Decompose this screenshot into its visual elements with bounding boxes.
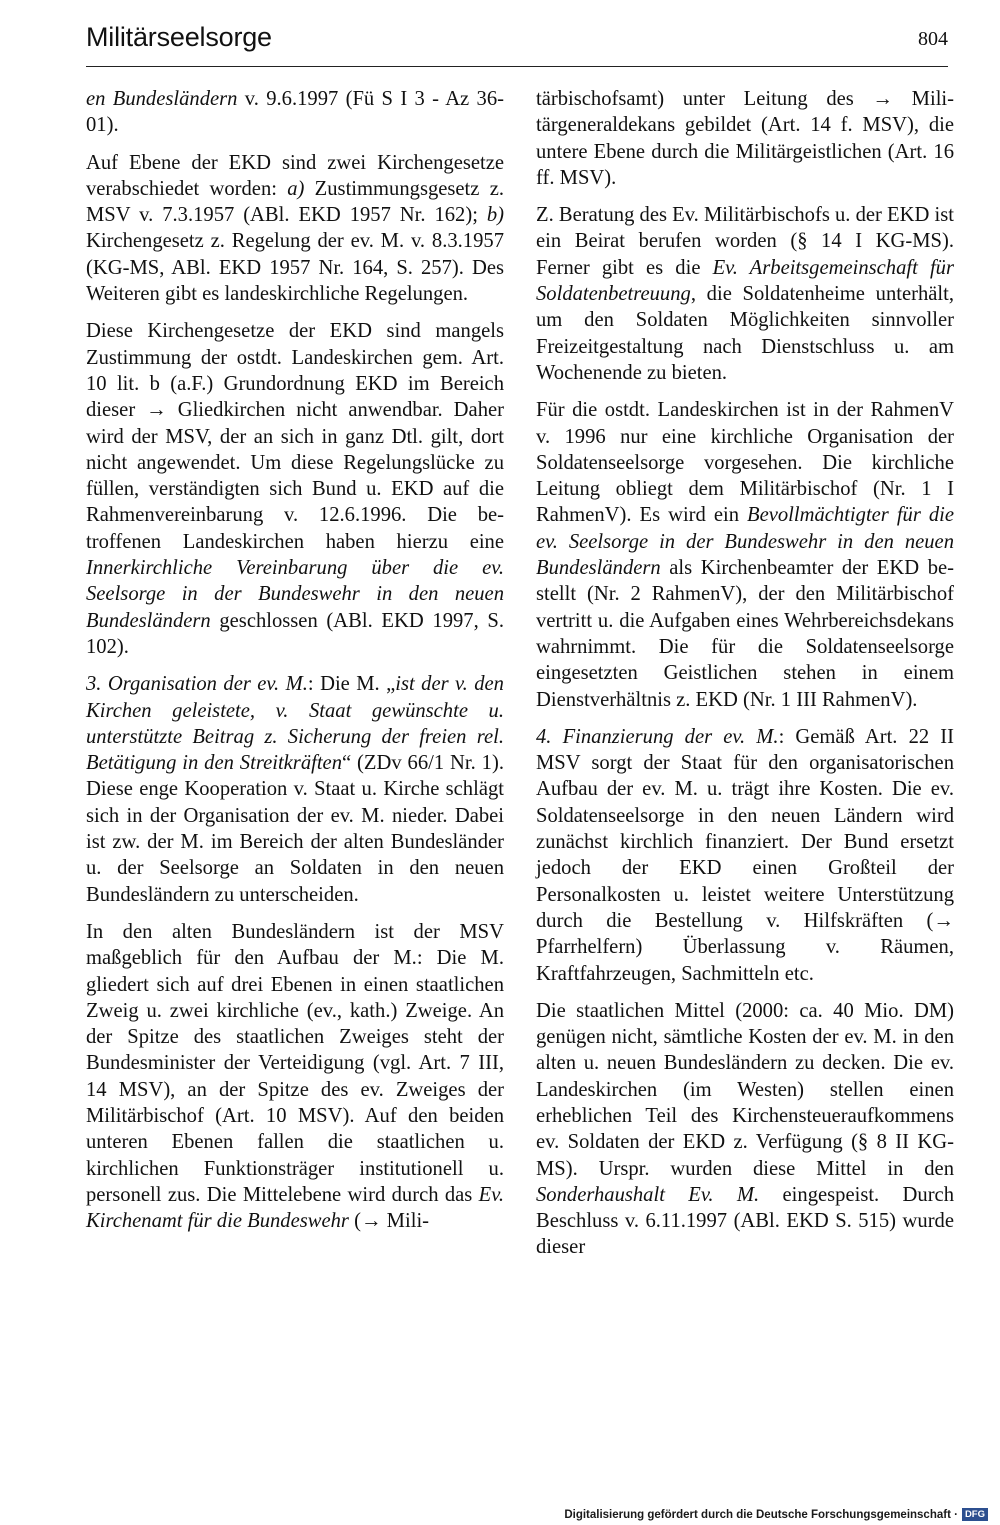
- text: Die staatlichen Mittel (2000: ca. 40 Mio. DM) genügen nicht, sämtliche Kosten der ev. M. in den alten u. neuen Bundesländern zu decken. Die ev. Landeskirchen (im Westen) stellen einen erheblichen Teil des Kirchensteueraufkommens ev. Soldaten der EKD z. Verfügung (§ 8 II KG-MS). Urspr. wurden diese Mittel in den: [536, 999, 954, 1180]
- italic-text: b): [486, 204, 504, 227]
- italic-text: en Bundesländern: [86, 88, 238, 110]
- text: Für die ostdt. Landeskirchen ist in der RahmenV v. 1996 nur eine kirchliche Organisation der Soldatenseelsorge vorgesehen. Die kirchliche Leitung obliegt dem Militärbischof (Nr. 1 I RahmenV). Es wird ein: [536, 399, 954, 527]
- text: Diese Kirchengesetze der EKD sind mangels Zustimmung der ostdt. Landeskirchen gem. Art. 10 lit. b (a.F.) Grundordnung EKD im Bereich dieser → Gliedkirchen nicht anwendbar. Daher wird der MSV, der an sich in ganz Dtl. gilt, dort nicht angewendet. Um diese Regelungslücke zu füllen, verständigten sich Bund u. EKD auf die Rahmenvereinbarung v. 12.6.1996. Die betroffenen Landeskirchen haben hierzu eine: [86, 320, 504, 553]
- text: v. 9.6.1997 (Fü S I 3 - Az 36-01).: [86, 88, 504, 137]
- paragraph: [86, 671, 504, 908]
- left-column: [86, 86, 504, 1245]
- text: , die Soldatenheime unterhält, um den Soldaten Möglichkeiten sinnvoller Freizeitgestaltung nach Dienstschluss u. am Wochenende zu bieten.: [536, 283, 954, 384]
- paragraph: [536, 202, 954, 386]
- page-header: [86, 20, 948, 67]
- paragraph: [86, 919, 504, 1235]
- italic-text: Ev. Kirchenamt für die Bundeswehr: [86, 1183, 504, 1233]
- text: als Kirchenbeamter der EKD bestellt (Nr. 2 RahmenV), der den Militärbischof vertritt u. die Aufgaben eines Wehrbereichsdekans wahrnimmt. Die für die Soldatenseelsorge eingesetzten Geistlichen stehen in einem Dienstverhältnis z. EKD (Nr. 1 III RahmenV).: [536, 557, 954, 711]
- text: (→ Mili-: [348, 1210, 430, 1233]
- paragraph: [536, 998, 954, 1261]
- paragraph: [536, 724, 954, 987]
- text: Kirchengesetz z. Regelung der ev. M. v. 8.3.1957 (KG-MS, ABl. EKD 1957 Nr. 164, S. 257). Des Weiteren gibt es landeskirchliche Regelungen.: [86, 230, 504, 306]
- text: tärbischofsamt) unter Leitung des → Militärgeneraldekans gebildet (Art. 14 f. MSV), die untere Ebene durch die Militärgeistlichen (Art. 16 ff. MSV).: [536, 88, 954, 189]
- right-column: [536, 86, 954, 1272]
- running-title: Militärseelsorge: [86, 22, 272, 52]
- digitization-credit: [564, 1508, 988, 1521]
- paragraph: [86, 150, 504, 308]
- italic-text: a): [287, 177, 305, 200]
- text: : Gemäß Art. 22 II MSV sorgt der Staat für den organisatorischen Aufbau der ev. M. u. trägt ihre Kosten. Die ev. Soldatenseelsorge in den neuen Ländern wird zunächst kirchlich finanziert. Der Bund ersetzt jedoch der EKD einen Großteil der Personalkosten u. leistet weitere Unterstützung durch die Bestellung v. Hilfskräften (→ Pfarrhelfern) Überlassung v. Räumen, Kraftfahrzeugen, Sachmitteln etc.: [536, 725, 955, 985]
- italic-text: ist der v. den Kirchen geleistete, v. Staat gewünschte u. unterstützte Beitrag z. Sicherung der freien rel. Betätigung in den Streitkräften: [86, 673, 504, 775]
- text: : Die M. „: [307, 673, 396, 696]
- text: geschlossen (ABl. EKD 1997, S. 102).: [86, 609, 504, 658]
- italic-text: Innerkirchliche Vereinbarung über die ev. Seelsorge in der Bundeswehr in den neuen Bundesländern: [86, 557, 504, 632]
- page-number: 804: [918, 28, 948, 50]
- text: In den alten Bundesländern ist der MSV maßgeblich für den Aufbau der M.: Die M. gliedert sich auf drei Ebenen in einen staatlichen Zweig u. zwei kirchliche (ev., kath.) Zweige. An der Spitze des staatlichen Zweiges steht der Bundesminister der Verteidigung (vgl. Art. 7 III, 14 MSV), an der Spitze des ev. Zweiges der Militärbischof (Art. 10 MSV). Auf den beiden unteren Ebenen fallen die staatlichen u. kirchlichen Funktionsträger institutionell u. personell zus. Die Mittelebene wird durch das: [86, 920, 504, 1206]
- text: Auf Ebene der EKD sind zwei Kirchengesetze verabschiedet worden:: [86, 151, 504, 200]
- paragraph: [86, 318, 504, 660]
- text: “ (ZDv 66/1 Nr. 1). Diese enge Kooperation v. Staat u. Kirche schlägt sich in der Organisation der ev. M. nieder. Dabei ist zw. der M. im Bereich der alten Bundesländer u. der Seelsorge an Soldaten in den neuen Bundesländern zu unterscheiden.: [86, 752, 504, 906]
- dfg-logo-icon: DFG: [962, 1508, 988, 1521]
- text: Zustimmungsgesetz z. MSV v. 7.3.1957 (ABl. EKD 1957 Nr. 162);: [86, 177, 504, 227]
- credit-text: Digitalisierung gefördert durch die Deutsche Forschungsgemeinschaft ·: [564, 1508, 958, 1521]
- paragraph: [536, 86, 954, 191]
- italic-text: Bevollmächtigter für die ev. Seelsorge in der Bundeswehr in den neuen Bundesländern: [536, 504, 955, 580]
- italic-text: 4. Finanzierung der ev. M.: [536, 725, 779, 748]
- italic-text: Sonderhaushalt Ev. M.: [536, 1183, 760, 1206]
- text: eingespeist. Durch Beschluss v. 6.11.1997 (ABl. EKD S. 515) wurde dieser: [536, 1183, 954, 1259]
- paragraph: [536, 397, 954, 713]
- italic-text: Ev. Arbeitsgemeinschaft für Soldatenbetreuung: [536, 256, 954, 306]
- italic-text: 3. Organisation der ev. M.: [86, 673, 308, 696]
- paragraph: [86, 86, 504, 139]
- text: Z. Beratung des Ev. Militärbischofs u. der EKD ist ein Beirat berufen worden (§ 14 I KG-MS). Ferner gibt es die: [536, 204, 954, 279]
